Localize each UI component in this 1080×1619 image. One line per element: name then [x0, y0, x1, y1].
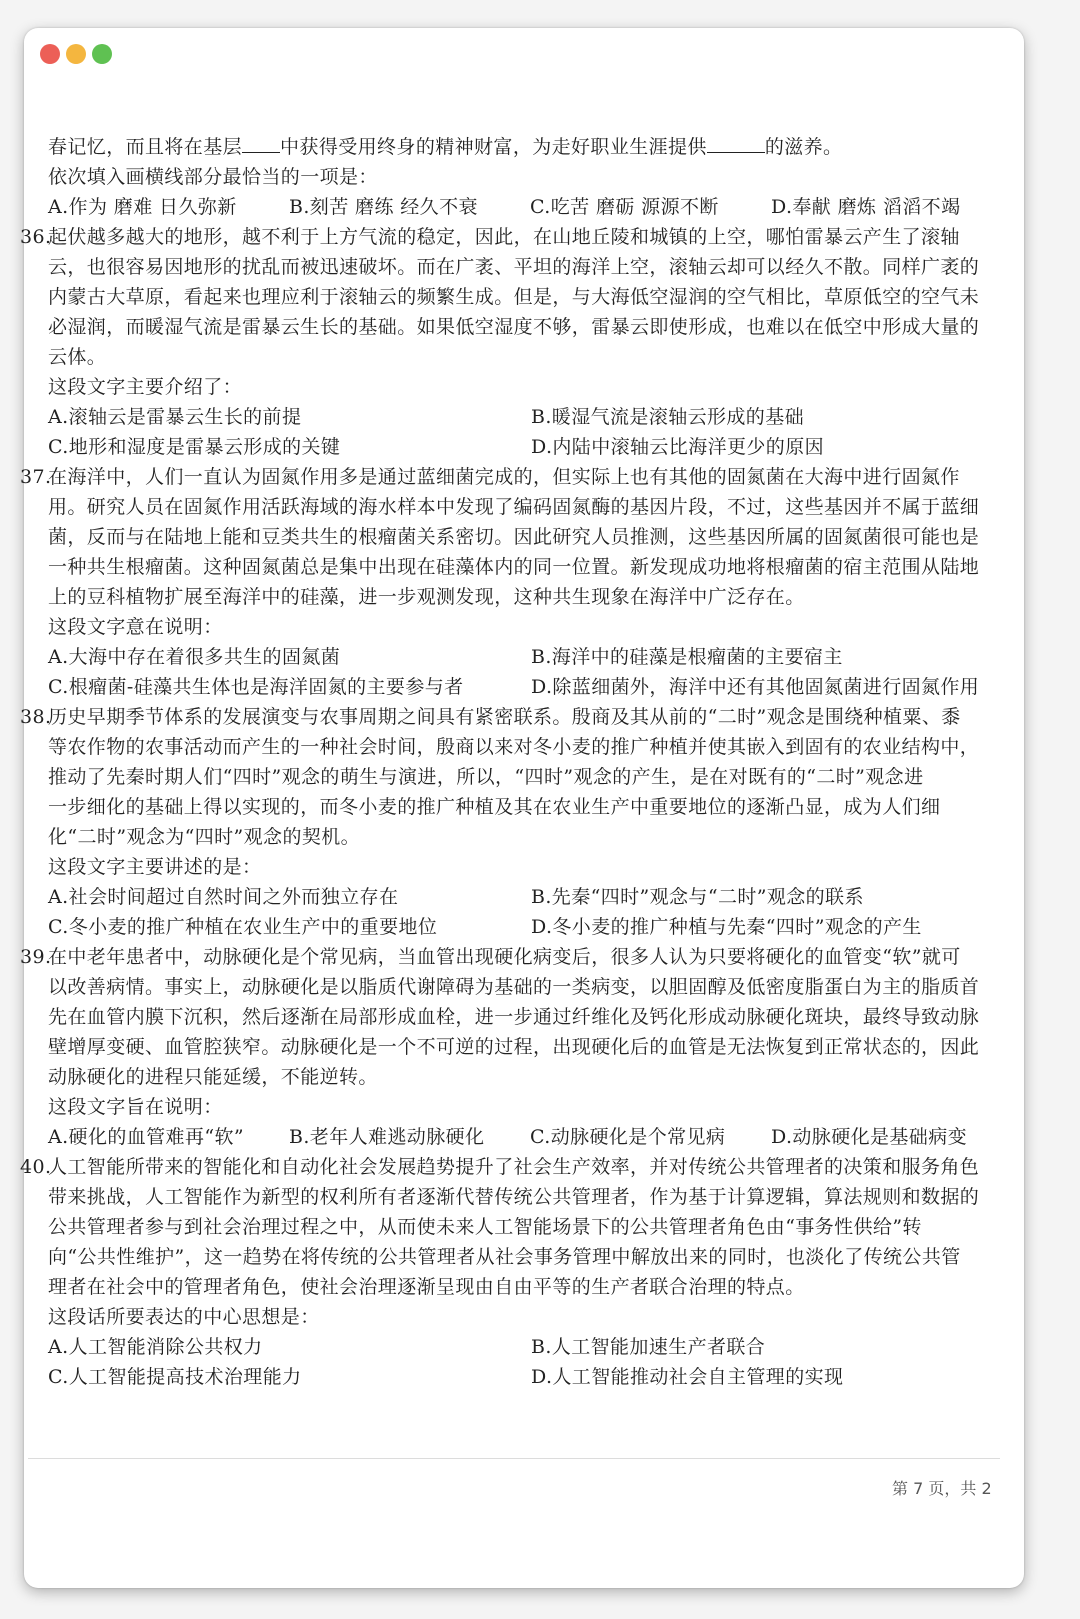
paragraph-line: 必湿润，而暖湿气流是雷暴云生长的基础。如果低空湿度不够，雷暴云即使形成，也难以在低空中形成大量的 [48, 316, 980, 338]
question-number: 36. [20, 226, 52, 248]
paragraph-line: 动脉硬化的进程只能延缓，不能逆转。 [48, 1066, 378, 1088]
question-39 [20, 942, 1040, 1152]
answer-options [20, 882, 1040, 912]
option-a[interactable]: A.滚轴云是雷暴云生长的前提 [48, 406, 302, 428]
option-d[interactable]: D.人工智能推动社会自主管理的实现 [531, 1366, 844, 1388]
option-b[interactable]: B.老年人难逃动脉硬化 [289, 1126, 485, 1148]
paragraph-line: 先在血管内膜下沉积，然后逐渐在局部形成血栓，进一步通过纤维化及钙化形成动脉硬化斑块，最终导致动脉 [48, 1006, 980, 1028]
option-b[interactable]: B.海洋中的硅藻是根瘤菌的主要宿主 [531, 646, 843, 668]
question-prompt: 这段文字意在说明： [48, 616, 223, 638]
paragraph-line: 化“二时”观念为“四时”观念的契机。 [48, 826, 361, 848]
option-a[interactable]: A.作为 磨难 日久弥新 [48, 196, 237, 218]
option-d[interactable]: D.冬小麦的推广种植与先秦“四时”观念的产生 [531, 916, 922, 938]
paragraph-line: 公共管理者参与到社会治理过程之中，从而使未来人工智能场景下的公共管理者角色由“事务性供给”转 [48, 1216, 922, 1238]
close-icon[interactable] [40, 44, 60, 64]
paragraph-line: 春记忆，而且将在基层 中获得受用终身的精神财富，为走好职业生涯提供 的滋养。 [48, 136, 843, 158]
option-d[interactable]: D.除蓝细菌外，海洋中还有其他固氮菌进行固氮作用 [531, 676, 980, 698]
paragraph-line: 一步细化的基础上得以实现的，而冬小麦的推广种植及其在农业生产中重要地位的逐渐凸显，成为人们细 [48, 796, 941, 818]
option-c[interactable]: C.人工智能提高技术治理能力 [48, 1366, 302, 1388]
question-prompt: 这段文字主要介绍了： [48, 376, 243, 398]
answer-options [20, 912, 1040, 942]
paragraph-line: 用。研究人员在固氮作用活跃海域的海水样本中发现了编码固氮酶的基因片段，不过，这些基因并不属于蓝细 [48, 496, 980, 518]
option-a[interactable]: A.社会时间超过自然时间之外而独立存在 [48, 886, 399, 908]
paragraph-line: 推动了先秦时期人们“四时”观念的萌生与演进，所以，“四时”观念的产生，是在对既有的“二时”观念进 [48, 766, 924, 788]
question-number: 40. [20, 1156, 52, 1178]
fill-blank [707, 134, 765, 153]
option-a[interactable]: A.大海中存在着很多共生的固氮菌 [48, 646, 341, 668]
question-number: 37. [20, 466, 52, 488]
paragraph-line: 上的豆科植物扩展至海洋中的硅藻，进一步观测发现，这种共生现象在海洋中广泛存在。 [48, 586, 805, 608]
option-c[interactable]: C.地形和湿度是雷暴云形成的关键 [48, 436, 341, 458]
answer-options [20, 642, 1040, 672]
question-38 [20, 702, 1040, 942]
answer-options [20, 432, 1040, 462]
question-number: 39. [20, 946, 52, 968]
paragraph-line: 内蒙古大草原，看起来也理应利于滚轴云的频繁生成。但是，与大海低空湿润的空气相比，草原低空的空气未 [48, 286, 980, 308]
page-number: 第 7 页，共 2 [892, 1479, 992, 1498]
paragraph-line: 37.在海洋中，人们一直认为固氮作用多是通过蓝细菌完成的，但实际上也有其他的固氮菌在大海中进行固氮作 [20, 462, 1040, 492]
paragraph-line: 39.在中老年患者中，动脉硬化是个常见病，当血管出现硬化病变后，很多人认为只要将硬化的血管变“软”就可 [20, 942, 1040, 972]
paragraph-line: 38.历史早期季节体系的发展演变与农事周期之间具有紧密联系。殷商及其从前的“二时”观念是围绕种植粟、黍 [20, 702, 1040, 732]
question-37 [20, 462, 1040, 702]
paragraph-line: 云，也很容易因地形的扰乱而被迅速破坏。而在广袤、平坦的海洋上空，滚轴云却可以经久不散。同样广袤的 [48, 256, 980, 278]
option-c[interactable]: C.吃苦 磨砺 源源不断 [530, 196, 719, 218]
maximize-icon[interactable] [92, 44, 112, 64]
question-prompt: 这段话所要表达的中心思想是： [48, 1306, 320, 1328]
option-d[interactable]: D.内陆中滚轴云比海洋更少的原因 [531, 436, 824, 458]
fill-blank [242, 134, 280, 153]
option-b[interactable]: B.先秦“四时”观念与“二时”观念的联系 [531, 886, 864, 908]
paragraph-line: 36.起伏越多越大的地形，越不利于上方气流的稳定，因此，在山地丘陵和城镇的上空，哪怕雷暴云产生了滚轴 [20, 222, 1040, 252]
option-a[interactable]: A.人工智能消除公共权力 [48, 1336, 263, 1358]
paragraph-line: 理者在社会中的管理者角色，使社会治理逐渐呈现由自由平等的生产者联合治理的特点。 [48, 1276, 805, 1298]
answer-options [20, 672, 1040, 702]
option-b[interactable]: B.人工智能加速生产者联合 [531, 1336, 766, 1358]
window-controls [40, 44, 112, 64]
paragraph-line: 壁增厚变硬、血管腔狭窄。动脉硬化是一个不可逆的过程，出现硬化后的血管是无法恢复到正常状态的，因此 [48, 1036, 980, 1058]
option-d[interactable]: D.动脉硬化是基础病变 [771, 1126, 967, 1148]
option-b[interactable]: B.刻苦 磨练 经久不衰 [289, 196, 478, 218]
option-d[interactable]: D.奉献 磨炼 滔滔不竭 [771, 196, 961, 218]
question-prompt: 这段文字旨在说明： [48, 1096, 223, 1118]
question-40 [20, 1152, 1040, 1392]
option-c[interactable]: C.根瘤菌-硅藻共生体也是海洋固氮的主要参与者 [48, 676, 464, 698]
question-number: 38. [20, 706, 52, 728]
paragraph-line: 云体。 [48, 346, 107, 368]
footer-divider [28, 1458, 1000, 1459]
paragraph-line: 向“公共性维护”，这一趋势在将传统的公共管理者从社会事务管理中解放出来的同时，也淡化了传统公共管 [48, 1246, 961, 1268]
question-prompt: 这段文字主要讲述的是： [48, 856, 262, 878]
answer-options [20, 192, 1040, 222]
question-prompt: 依次填入画横线部分最恰当的一项是： [48, 166, 378, 188]
minimize-icon[interactable] [66, 44, 86, 64]
answer-options [20, 1122, 1040, 1152]
answer-options [20, 402, 1040, 432]
option-c[interactable]: C.动脉硬化是个常见病 [530, 1126, 726, 1148]
answer-options [20, 1362, 1040, 1392]
paragraph-line: 等农作物的农事活动而产生的一种社会时间，殷商以来对冬小麦的推广种植并使其嵌入到固有的农业结构中， [48, 736, 980, 758]
paragraph-line: 以改善病情。事实上，动脉硬化是以脂质代谢障碍为基础的一类病变，以胆固醇及低密度脂蛋白为主的脂质首 [48, 976, 980, 998]
answer-options [20, 1332, 1040, 1362]
paragraph-line: 一种共生根瘤菌。这种固氮菌总是集中出现在硅藻体内的同一位置。新发现成功地将根瘤菌的宿主范围从陆地 [48, 556, 980, 578]
paragraph-line: 菌，反而与在陆地上能和豆类共生的根瘤菌关系密切。因此研究人员推测，这些基因所属的固氮菌很可能也是 [48, 526, 980, 548]
page-content [20, 132, 1040, 1392]
option-b[interactable]: B.暖湿气流是滚轴云形成的基础 [531, 406, 805, 428]
paragraph-line: 40.人工智能所带来的智能化和自动化社会发展趋势提升了社会生产效率，并对传统公共管理者的决策和服务角色 [20, 1152, 1040, 1182]
option-a[interactable]: A.硬化的血管难再“软” [48, 1126, 244, 1148]
option-c[interactable]: C.冬小麦的推广种植在农业生产中的重要地位 [48, 916, 438, 938]
question-36 [20, 222, 1040, 462]
paragraph-line: 带来挑战，人工智能作为新型的权利所有者逐渐代替传统公共管理者，作为基于计算逻辑，算法规则和数据的 [48, 1186, 980, 1208]
